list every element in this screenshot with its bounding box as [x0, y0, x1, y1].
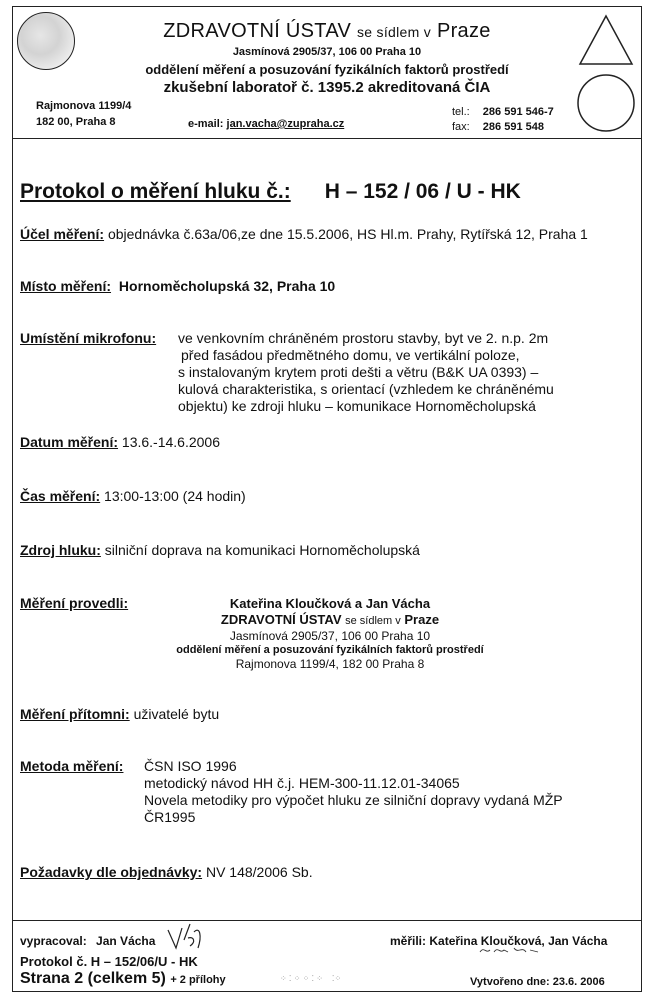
- place-row: Místo měření: Hornoměcholupská 32, Praha 10: [20, 278, 336, 294]
- noise-source-row: Zdroj hluku: silniční doprava na komunikaci Hornoměcholupská: [20, 542, 420, 558]
- performed-label: Měření provedli:: [20, 595, 129, 611]
- requirements-row: Požadavky dle objednávky: NV 148/2006 Sb.: [20, 864, 313, 880]
- scan-artifact: ⁘ ⁚ ⁘ ⁘ ⁚ ⁘ ⁚⁘: [280, 974, 342, 983]
- email-line: e-mail: jan.vacha@zupraha.cz: [188, 118, 345, 130]
- performer-address: Jasmínová 2905/37, 106 00 Praha 10: [229, 629, 431, 643]
- microphone-description: ve venkovním chráněném prostoru stavby, byt ve 2. n.p. 2m před fasádou předmětného domu, ve vertikální poloze, s instalovaným krytem proti dešti a větru (B&K UA 0393) – kulová charakteristika, s orientací (vzhledem ke chráněnému objektu) ke zdroji hluku – komunikace Hornoměcholupská: [178, 330, 554, 414]
- protocol-number: H – 152 / 06 / U - HK: [324, 180, 521, 203]
- measured-by: měřili: Kateřina Kloučková, Jan Vácha: [390, 934, 608, 948]
- time-row: Čas měření: 13:00-13:00 (24 hodin): [20, 488, 246, 504]
- performed-by-block: [120, 596, 540, 671]
- email-link[interactable]: jan.vacha@zupraha.cz: [226, 118, 345, 130]
- fax: fax: 286 591 548: [452, 121, 544, 133]
- telephone: tel.: 286 591 546-7: [452, 106, 554, 118]
- performer-branch: Rajmonova 1199/4, 182 00 Praha 8: [235, 657, 425, 671]
- protocol-title: Protokol o měření hluku č.: H – 152 / 06 / U - HK: [20, 180, 521, 203]
- performer-names: Kateřina Kloučková a Jan Vácha: [229, 596, 431, 611]
- present-row: Měření přítomni: uživatelé bytu: [20, 706, 220, 722]
- header-divider: [12, 138, 642, 139]
- method-description: ČSN ISO 1996 metodický návod HH č.j. HEM-300-11.12.01-34065 Novela metodiky pro výpočet hluku ze silniční dopravy vydaná MŽP ČR1995: [144, 758, 563, 825]
- signature-initials-icon: [478, 944, 548, 956]
- page-count: Strana 2 (celkem 5) + 2 přílohy: [20, 970, 226, 987]
- prepared-by: vypracoval: Jan Vácha: [20, 934, 156, 948]
- microphone-label: Umístění mikrofonu:: [20, 330, 157, 346]
- laboratory-accreditation: zkušební laboratoř č. 1395.2 akreditovaná ČIA: [163, 79, 491, 96]
- institute-address: Jasmínová 2905/37, 106 00 Praha 10: [232, 46, 422, 58]
- footer-divider: [12, 920, 642, 921]
- institute-department: oddělení měření a posuzování fyzikálních faktorů prostředí: [145, 62, 509, 77]
- purpose-row: Účel měření: objednávka č.63a/06,ze dne 15.5.2006, HS Hl.m. Prahy, Rytířská 12, Praha 1: [20, 226, 588, 242]
- protocol-reference: Protokol č. H – 152/06/U - HK: [20, 954, 198, 969]
- branch-city: 182 00, Praha 8: [36, 116, 116, 128]
- branch-street: Rajmonova 1199/4: [36, 100, 132, 112]
- performer-institute: ZDRAVOTNÍ ÚSTAV se sídlem v Praze: [220, 612, 440, 627]
- created-date: Vytvořeno dne: 23.6. 2006: [470, 976, 605, 988]
- institute-name: ZDRAVOTNÍ ÚSTAV se sídlem v Praze: [163, 20, 491, 42]
- date-row: Datum měření: 13.6.-14.6.2006: [20, 434, 221, 450]
- signature-icon: [166, 918, 206, 952]
- method-label: Metoda měření:: [20, 758, 124, 774]
- performer-department: oddělení měření a posuzování fyzikálních faktorů prostředí: [176, 644, 484, 656]
